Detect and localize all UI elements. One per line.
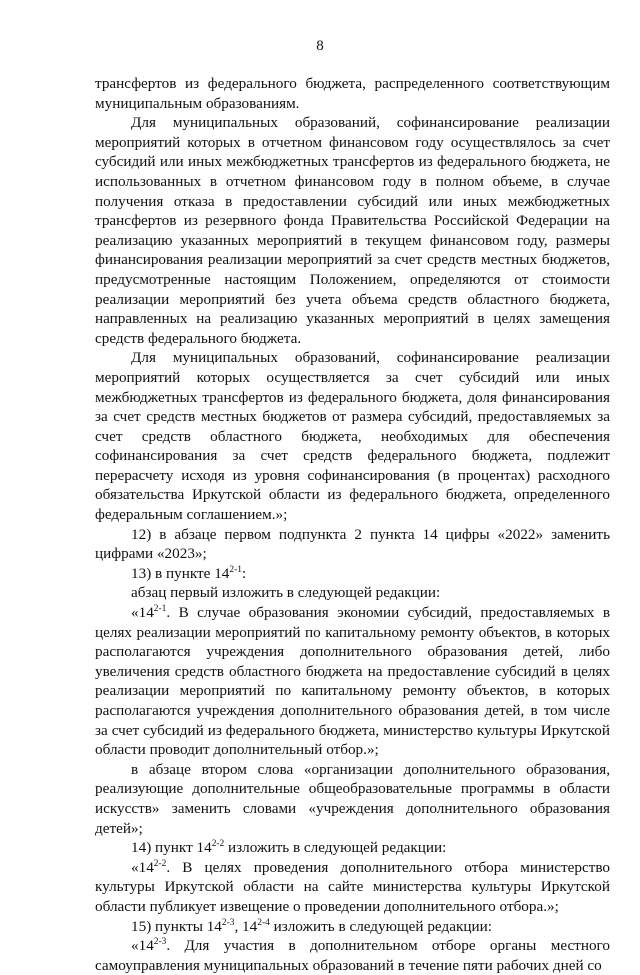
paragraph-text: : [241,564,247,582]
paragraph-text: Для муниципальных образований, софинансирование реализации мероприятий которых в отчетном финансовом году осуществлялось за счет субсидий или иных межбюджетных трансфертов из федерального бюджета, не использованных в отчетном финансовом году в полном объеме, в случае получения отказа в предоставлении субсидий или иных межбюджетных трансфертов из резервного фонда Правительства Российской Федерации на реализацию указанных мероприятий в текущем финансовом году, размеры финансирования реализации мероприятий за счет средств местных бюджетов, предусмотренные настоящим Положением, определяются от стоимости реализации мероприятий без учета объема средств областного бюджета, направленных на реализацию указанных мероприятий в целях замещения средств федерального бюджета. [95,114,610,347]
paragraph [95,838,610,858]
document-body [95,74,610,975]
paragraph-text: «14 [131,604,154,622]
page-number: 8 [316,38,324,54]
superscript: 2-2 [211,839,225,850]
paragraph-text: , 14 [234,917,258,935]
paragraph [95,525,610,564]
paragraph [95,760,610,838]
paragraph-text: . В целях проведения дополнительного отбора министерство культуры Иркутской области на сайте министерства культуры Иркутской области публикует извещение о проведении дополнительного отбора.»; [95,858,610,915]
paragraph [95,936,610,975]
paragraph-text: Для муниципальных образований, софинансирование реализации мероприятий которых осуществляется за счет субсидий или иных межбюджетных трансфертов из федерального бюджета, доля финансирования за счет средств местных бюджетов от размера субсидий, предоставляемых за счет средств областного бюджета, необходимых для обеспечения софинансирования за счет средств федерального бюджета, подлежит перерасчету исходя из уровня софинансирования (в процентах) расходного обязательства Иркутской области из федерального бюджета, определенного федеральным соглашением.»; [95,349,610,524]
paragraph-text: изложить в следующей редакции: [269,917,492,935]
superscript: 2-4 [257,917,270,928]
paragraph [95,603,610,760]
paragraph-text: «14 [131,858,154,876]
superscript: 2-1 [229,565,242,576]
paragraph [95,917,610,937]
paragraph-text: 14) пункт 14 [131,839,212,857]
paragraph [95,583,610,603]
superscript: 2-3 [221,917,235,928]
paragraph [95,858,610,917]
paragraph-text: 12) в абзаце первом подпункта 2 пункта 14 цифры «2022» заменить цифрами «2023»; [95,525,610,563]
paragraph-text: . В случае образования экономии субсидий, предоставляемых в целях реализации мероприятий по капитальному ремонту объектов, в которых располагаются учреждения дополнительного образования детей, либо увеличения средств областного бюджета на предоставление субсидий в целях реализации мероприятий по капитальному ремонту объектов, в которых располагаются учреждения дополнительного образования детей, в том числе за счет субсидий из федерального бюджета, министерство культуры Иркутской области проводит дополнительный отбор.»; [95,604,610,759]
paragraph-text: в абзаце втором слова «организации дополнительного образования, реализующие дополнительные общеобразовательные программы в области искусств» заменить словами «учреждения дополнительного образования детей»; [95,760,610,837]
paragraph [95,564,610,584]
superscript: 2-2 [153,858,167,869]
paragraph-text: изложить в следующей редакции: [224,839,447,857]
paragraph [95,113,610,348]
paragraph [95,348,610,524]
paragraph-text: абзац первый изложить в следующей редакции: [131,584,441,602]
superscript: 2-1 [153,604,167,615]
paragraph-text: «14 [131,937,154,955]
paragraph-text: 15) пункты 14 [131,917,222,935]
paragraph-text: трансфертов из федерального бюджета, распределенного соответствующим муниципальным образованиям. [95,75,610,112]
paragraph-text: 13) в пункте 14 [131,564,230,582]
paragraph-text: . Для участия в дополнительном отборе органы местного самоуправления муниципальных образований в течение пяти рабочих дней со [95,937,610,974]
superscript: 2-3 [153,937,167,948]
paragraph [95,74,610,113]
